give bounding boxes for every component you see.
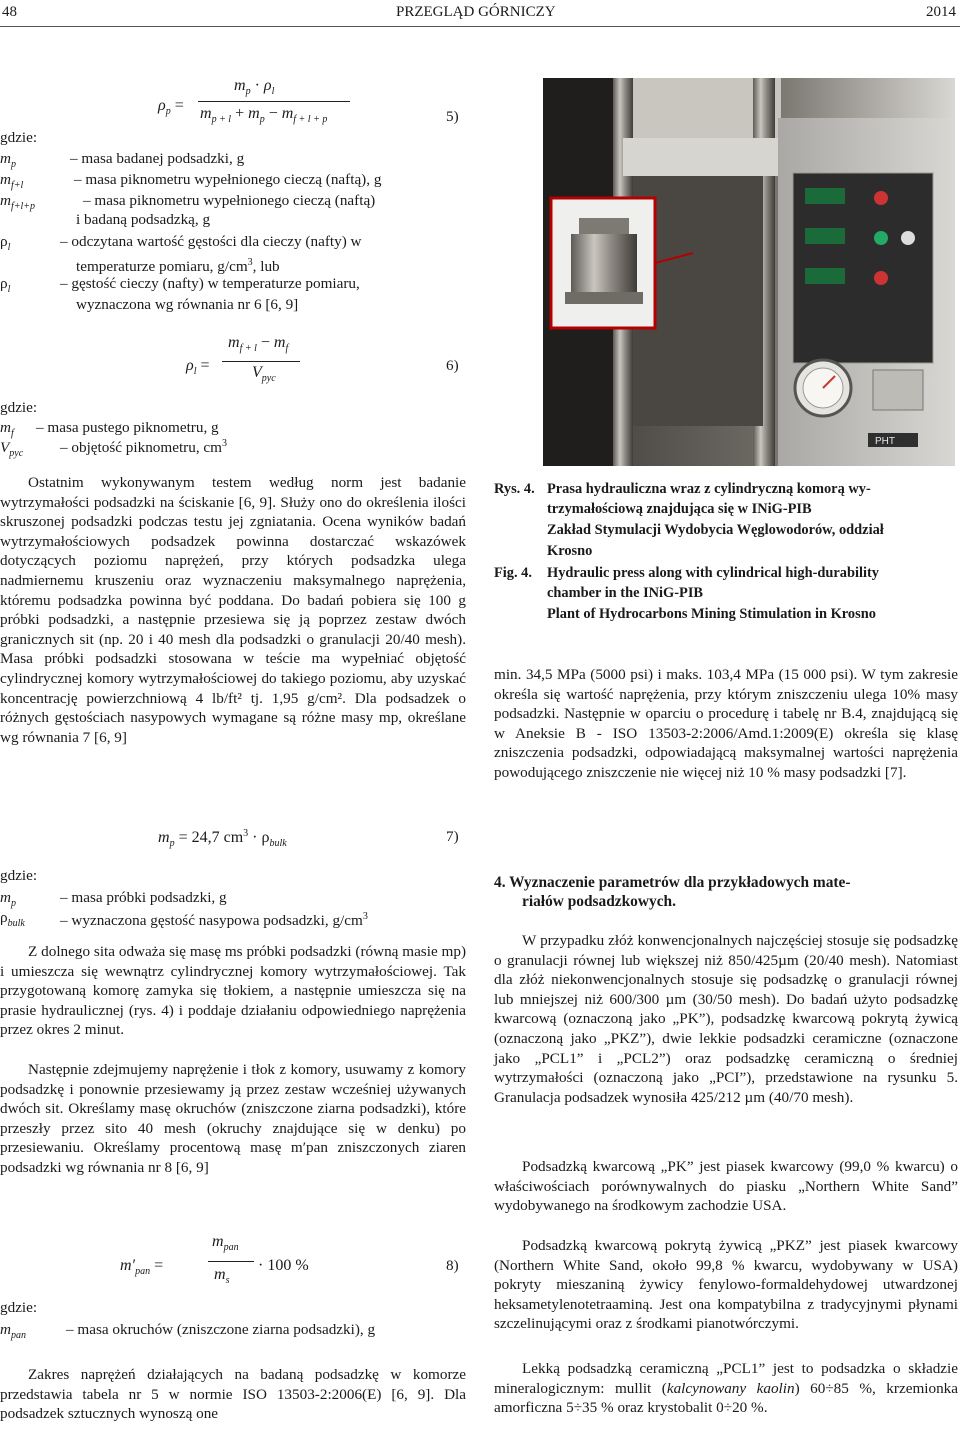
journal-title: PRZEGLĄD GÓRNICZY [396, 4, 556, 20]
fig-label-en: Fig. 4. [494, 565, 532, 581]
eq8-number: 8) [446, 1257, 459, 1274]
gdzie-label: gdzie: [0, 867, 38, 884]
def-line: $m_{pan}$ [0, 1321, 26, 1341]
paragraph-pk: Podsadzką kwarcową „PK” jest piasek kwarcowy (99,0 % kwarcu) o właściwościach porównywalnych do piasku „Northern White Sand” wydobywanego na środkowym zachodzie USA. [494, 1158, 958, 1215]
page-number: 48 [2, 4, 17, 20]
caption-line: Krosno [547, 543, 593, 559]
def-line: $m_{f+l+p}$ [0, 192, 36, 212]
def-text: – masa próbki podsadzki, g [60, 889, 227, 906]
section-title-line: riałów podsadzkowych. [522, 893, 676, 910]
def-text: – masa piknometru wypełnionego cieczą (naftą) [83, 192, 376, 209]
pcl1-text-a: Lekką podsadzką ceramiczną „PCL1” jest to podsadzka o składzie mineralogicznym: mullit ( [494, 1360, 958, 1397]
paragraph-pkz: Podsadzką kwarcową pokrytą żywicą „PKZ” jest piasek kwarcowy (Northern White Sand, około 99,8 % kwarcu, wydobywany w USA) pokryty mieszaniną żywicy fenylowo-formaldehydowej utwardzonej heksametylenotetraaminą. Jest ona kompatybilna z tradycyjnymi płynami szczelinującymi oraz z środkami pianotwórczymi. [494, 1237, 958, 1333]
def-text: i badaną podsadzką, g [76, 211, 211, 228]
eq8-lhs: $m'_{pan}$ = [120, 1257, 164, 1277]
pcl1-text-italic: kalcynowany kaolin [666, 1379, 795, 1397]
paragraph-strength-test: Ostatnim wykonywanym testem według norm jest badanie wytrzymałości podsadzki na ściskanie [6, 9]. Służy ono do określenia ilości skruszonej podsadzki podczas testu jej zgniatania. Ocena wyników badań wytrzymałościowych podsadzek powinna dostarczać wskazówek dotyczących poziomu naprężeń, przy których podsadzka ulega nadmiernemu kruszeniu oraz wyznaczeniu maksymalnego naprężenia, któremu podsadzka powinna być poddana. Do badań pobiera się 100 g próbki podsadzki, a następnie przesiewa się ją poprzez zestaw dwóch granicznych sit (np. 20 i 40 mesh dla podsadzki o granulacji 20/40 mesh). Masa próbki podsadzki stosowana w teście ma wypełniać objętość cylindrycznej komory wytrzymałościowej do takiego poziomu, aby uzyskać koncentrację powierzchniową 4 lb/ft² tj. 1,95 g/cm². Dla podsadzek o różnych gęstościach nasypowych wymagane są różne masy mp, określane wg równania 7 [6, 9] [0, 474, 466, 746]
eq7-number: 7) [446, 828, 459, 845]
caption-line: Plant of Hydrocarbons Mining Stimulation in Krosno [547, 606, 876, 622]
gdzie-label: gdzie: [0, 129, 38, 146]
eq8-denominator: $m_s$ [214, 1266, 230, 1286]
caption-line: chamber in the INiG-PIB [547, 585, 704, 601]
def-line: $\rho_l$ [0, 233, 11, 253]
paragraph-procedure: Z dolnego sita odważa się masę ms próbki podsadzki (równą masie mp) i umieszcza się wewnątrz cylindrycznej komory wytrzymałościowej. Tak przygotowaną komorę zamyka się tłokiem, a następnie umieszcza się na prasie hydraulicznej (rys. 4) i poddaje działaniu odpowiedniego naprężenia przez okres 2 minut. [0, 943, 466, 1039]
def-text: – wyznaczona gęstość nasypowa podsadzki, $g/cm^3$ [60, 911, 368, 929]
def-text: – masa pustego piknometru, g [36, 419, 219, 436]
press-illustration [543, 78, 955, 466]
caption-line: Zakład Stymulacji Wydobycia Węglowodorów, oddział [547, 522, 884, 538]
paragraph-pcl1 [494, 1359, 958, 1418]
def-line: $V_{pyc}$ [0, 439, 24, 459]
def-line: $\rho_{bulk}$ [0, 909, 25, 929]
def-text: – masa badanej podsadzki, g [70, 150, 245, 167]
eq6-number: 6) [446, 357, 459, 374]
paragraph-sieving: Następnie zdejmujemy naprężenie i tłok z komory, usuwamy z komory podsadzkę i ponownie przesiewamy ją przez zestaw wcześniej używanych dwóch sit. Określamy masę okruchów (zniszczone ziarna podsadzki), które przeszły przez sito 40 mesh (okruchy znajdujące się w denku) po przesiewaniu. Określamy procentową masę m′pan zniszczonych ziaren podsadzki wg równania nr 8 [6, 9] [0, 1061, 466, 1176]
def-line: $m_{f+l}$ [0, 171, 24, 191]
def-line: $m_p$ [0, 150, 16, 170]
hydraulic-press-photo [543, 78, 955, 466]
running-header [0, 0, 960, 27]
eq6-fraction-bar [222, 361, 300, 362]
def-text: – masa piknometru wypełnionego cieczą (naftą), g [74, 171, 382, 188]
def-line: $m_f$ [0, 419, 14, 439]
eq6-numerator: $m_{f + l} - m_f$ [228, 334, 289, 354]
def-text: – masa okruchów (zniszczone ziarna podsadzki), g [66, 1321, 376, 1338]
paragraph-granulation: W przypadku złóż konwencjonalnych najczęściej stosuje się podsadzkę o granulacji równej lub większej niż 850/425µm (20/40 mesh). Natomiast dla złóż niekonwencjonalnych stosuje się podsadzkę o granulacji równej lub mniejszej niż 600/300 µm (30/50 mesh). Do badań użyto podsadzkę kwarcową (oznaczoną jako „PK”), podsadzkę kwarcową pokrytą żywicą (oznaczoną jako „PKZ”), dwie lekkie podsadzki ceramiczne (oznaczone jako „PCL1” i „PCL2”) oraz podsadzkę ceramiczną o średniej wytrzymałości (oznaczoną jako „PCI”), przedstawione na rysunku 5. Granulacja podsadzek wynosiła 425/212 µm (40/70 mesh). [494, 932, 958, 1106]
eq6-denominator: $V_{pyc}$ [252, 364, 276, 384]
gdzie-label: gdzie: [0, 399, 38, 416]
year: 2014 [926, 4, 956, 20]
eq5-denominator: $m_{p + l} + m_p - m_{f + l + p}$ [200, 105, 328, 125]
eq5-fraction-bar [198, 101, 350, 102]
def-text: – objętość piknometru, $cm^3$ [60, 438, 227, 456]
eq6-lhs: $\rho_l$ = [186, 357, 210, 377]
eq7-formula: $m_p = 24,7$ $cm^3 \cdot \rho_{bulk}$ [158, 828, 287, 849]
caption-line: Hydraulic press along with cylindrical high-durability [547, 565, 879, 581]
eq5-lhs: $\rho_p$ = [158, 97, 184, 117]
eq8-numerator: $m_{pan}$ [212, 1233, 239, 1253]
paragraph-stress-class: min. 34,5 MPa (5000 psi) i maks. 103,4 MPa (15 000 psi). W tym zakresie określa się wartość naprężenia, przy którym zniszczeniu ulega 10% masy podsadzki. Następnie w oparciu o procedurę i tabelę nr B.4, znajdującą się w Aneksie B - ISO 13503-2:2006/Amd.1:2009(E) określa się klasę zniszczenia podsadzki, odpowiadającą maksymalnej wartości naprężenia powodującego zniszczenie nie więcej niż 10 % masy podsadzki [7]. [494, 666, 958, 781]
def-line: $\rho_l$ [0, 275, 11, 295]
def-text: – odczytana wartość gęstości dla cieczy (nafty) w [60, 233, 362, 250]
caption-line: trzymałościową znajdująca się w INiG-PIB [547, 501, 812, 517]
def-line: $m_p$ [0, 889, 16, 909]
def-text: – gęstość cieczy (nafty) w temperaturze pomiaru, [60, 275, 360, 292]
eq8-tail: · 100 % [258, 1257, 309, 1274]
caption-line: Prasa hydrauliczna wraz z cylindryczną komorą wy- [547, 481, 871, 497]
brand-label: PHT [875, 436, 895, 447]
gdzie-label: gdzie: [0, 1299, 38, 1316]
def-text: temperaturze pomiaru, $g/cm^3$, lub [76, 257, 280, 275]
def-text: wyznaczona wg równania nr 6 [6, 9] [76, 296, 299, 313]
section-title-line: 4. Wyznaczenie parametrów dla przykładowych mate- [494, 874, 851, 891]
eq8-fraction-bar [208, 1261, 254, 1262]
eq5-numerator: $m_p \cdot \rho_l$ [234, 77, 275, 97]
paragraph-stress-range: Zakres naprężeń działających na badaną podsadzkę w komorze przedstawia tabela nr 5 w normie ISO 13503-2:2006(E) [6, 9]. Dla podsadzek sztucznych wynoszą one [0, 1366, 466, 1423]
fig-label-pl: Rys. 4. [494, 481, 535, 497]
eq5-number: 5) [446, 108, 459, 125]
pcl1-text-b: ) 60÷85 %, krzemionka amorficzna 5÷35 % oraz krystobalit 0÷20 %. [494, 1379, 958, 1417]
